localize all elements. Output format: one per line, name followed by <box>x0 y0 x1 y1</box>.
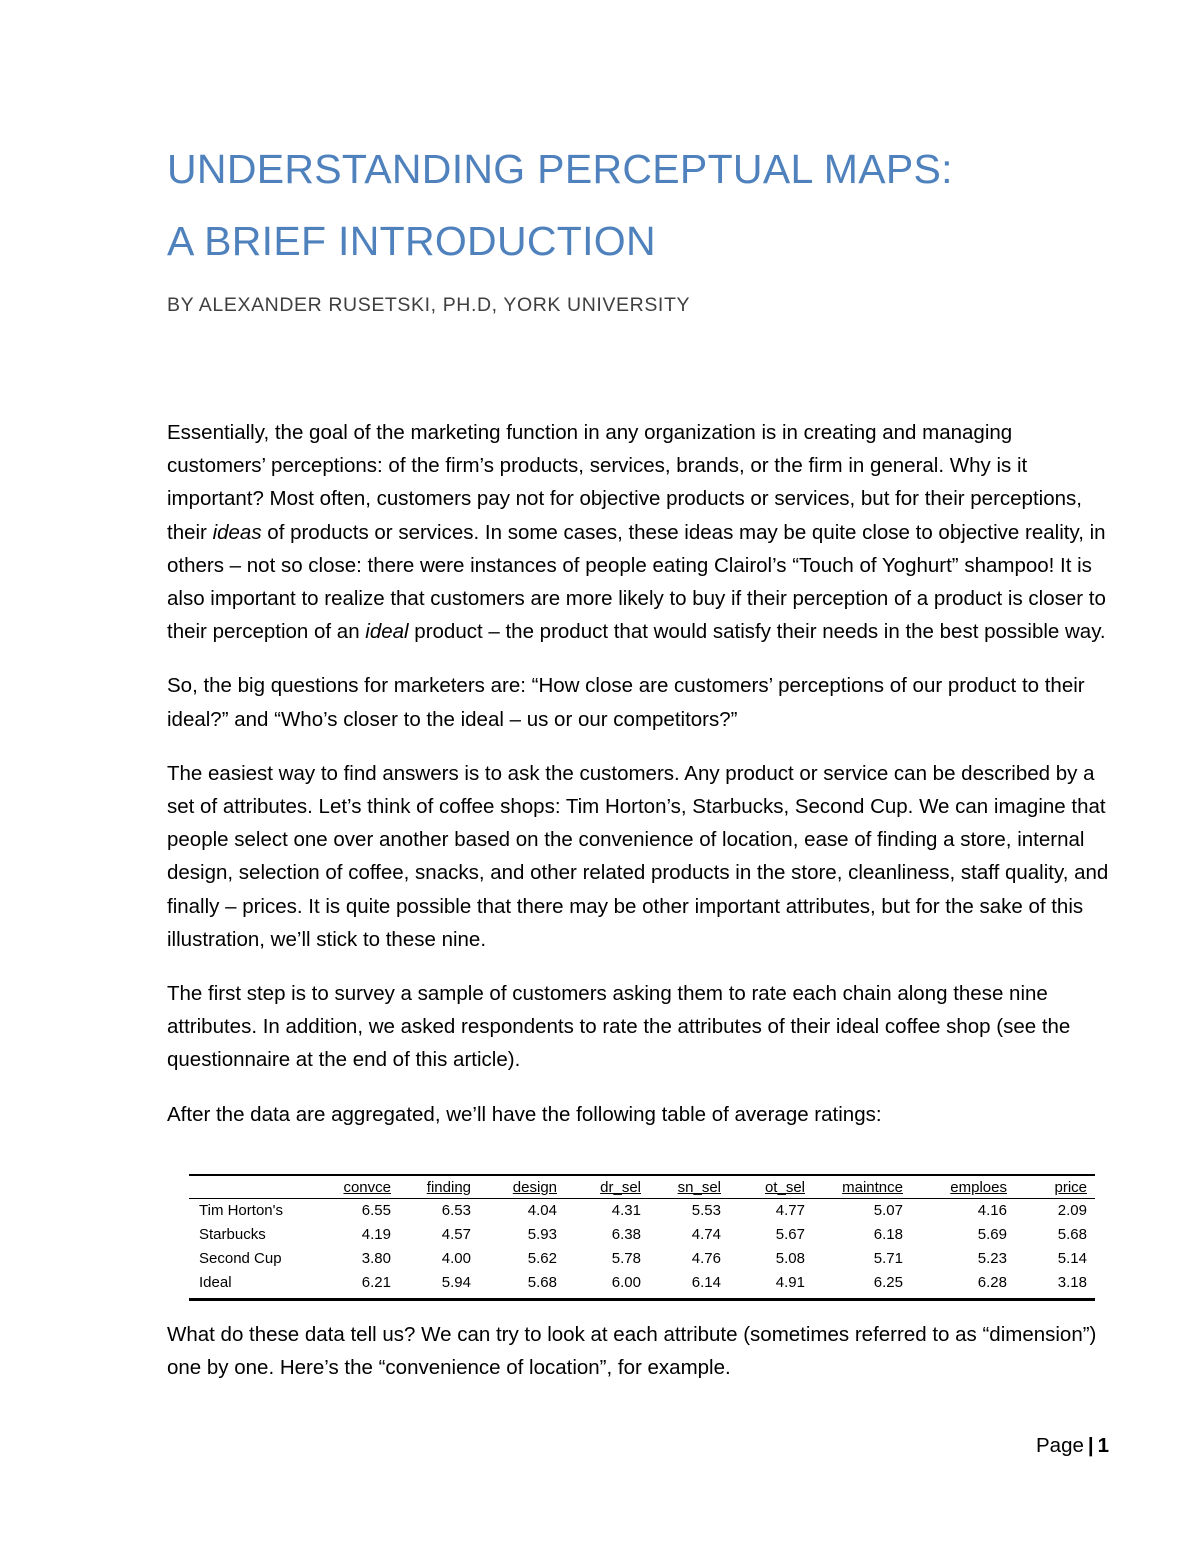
row-label: Second Cup <box>199 1250 282 1267</box>
table-cell: 4.77 <box>775 1202 805 1219</box>
table-cell: 5.93 <box>527 1226 557 1243</box>
page-number: 1 <box>1097 1434 1110 1457</box>
table-cell: 6.38 <box>611 1226 641 1243</box>
header-cell: sn_sel <box>649 1176 729 1199</box>
paragraph-5: After the data are aggregated, we’ll have the following table of average ratings: <box>167 1102 882 1126</box>
table-cell: 6.00 <box>611 1274 641 1291</box>
table-cell: 5.08 <box>775 1250 805 1267</box>
table-cell: 4.57 <box>441 1226 471 1243</box>
average-ratings-table <box>189 1174 1095 1301</box>
header-cell: ot_sel <box>729 1176 813 1199</box>
author-byline: BY ALEXANDER RUSETSKI, PH.D, YORK UNIVERSITY <box>167 294 691 316</box>
table-row <box>189 1223 1095 1247</box>
table-cell: 6.28 <box>977 1274 1007 1291</box>
header-cell-blank <box>189 1176 319 1199</box>
header-cell: price <box>1015 1176 1095 1199</box>
table-cell: 6.21 <box>361 1274 391 1291</box>
table-cell: 5.71 <box>873 1250 903 1267</box>
paragraph-1-part-b: of products or services. In some cases, these ideas may be quite close to objective reality, in others – not so close: there were instances of people eating Clairol’s “Touch of Yoghurt” shampoo! It is also important to realize that customers are more likely to buy if their perception of a product is closer to their perception of an <box>167 520 1106 644</box>
table-cell: 4.00 <box>441 1250 471 1267</box>
table-cell: 5.68 <box>1057 1226 1087 1243</box>
table-cell: 3.18 <box>1057 1274 1087 1291</box>
paragraph-3: The easiest way to find answers is to ask the customers. Any product or service can be described by a set of attributes. Let’s think of coffee shops: Tim Horton’s, Starbucks, Second Cup. We can imagine that people select one over another based on the convenience of location, ease of finding a store, internal design, selection of coffee, snacks, and other related products in the store, cleanliness, staff quality, and finally – prices. It is quite possible that there may be other important attributes, but for the sake of this illustration, we’ll stick to these nine. <box>167 761 1109 951</box>
paragraph-1-part-a: Essentially, the goal of the marketing function in any organization is in creating and managing customers’ perceptions: of the firm’s products, services, brands, or the firm in general. Why is it important? Most often, customers pay not for objective products or services, but for their perceptions, their <box>167 421 1082 544</box>
table-cell: 6.53 <box>441 1202 471 1219</box>
table-cell: 5.53 <box>691 1202 721 1219</box>
row-label: Tim Horton's <box>199 1202 283 1219</box>
table-cell: 2.09 <box>1057 1202 1087 1219</box>
table-cell: 6.55 <box>361 1202 391 1219</box>
document-title <box>167 133 1127 277</box>
table-cell: 5.68 <box>527 1274 557 1291</box>
header-cell: dr_sel <box>565 1176 649 1199</box>
table-row <box>189 1199 1095 1224</box>
table-cell: 6.14 <box>691 1274 721 1291</box>
table-cell: 6.25 <box>873 1274 903 1291</box>
page-label: Page <box>1036 1434 1084 1457</box>
header-cell: maintnce <box>813 1176 911 1199</box>
article-body <box>167 416 1112 1152</box>
table-cell: 4.74 <box>691 1226 721 1243</box>
table-cell: 5.67 <box>775 1226 805 1243</box>
table-cell: 5.23 <box>977 1250 1007 1267</box>
table-header-row <box>189 1176 1095 1199</box>
page-footer <box>1036 1431 1109 1461</box>
table-cell: 4.91 <box>775 1274 805 1291</box>
paragraph-6: What do these data tell us? We can try to look at each attribute (sometimes referred to as “dimension”) one by one. Here’s the “convenience of location”, for example. <box>167 1323 1097 1380</box>
row-label: Ideal <box>199 1274 232 1291</box>
table-row <box>189 1271 1095 1298</box>
table-cell: 5.14 <box>1057 1250 1087 1267</box>
paragraph-2: So, the big questions for marketers are: “How close are customers’ perceptions of our product to their ideal?” and “Who’s closer to the ideal – us or our competitors?” <box>167 674 1085 731</box>
header-cell: emploes <box>911 1176 1015 1199</box>
title-line-2: A BRIEF INTRODUCTION <box>167 218 656 264</box>
table-cell: 5.94 <box>441 1274 471 1291</box>
header-cell: design <box>479 1176 565 1199</box>
emphasis-ideas: ideas <box>212 520 262 544</box>
table-cell: 5.69 <box>977 1226 1007 1243</box>
paragraph-1-part-c: product – the product that would satisfy their needs in the best possible way. <box>408 620 1106 644</box>
paragraph-4: The first step is to survey a sample of customers asking them to rate each chain along these nine attributes. In addition, we asked respondents to rate the attributes of their ideal coffee shop (see the questionnaire at the end of this article). <box>167 982 1071 1072</box>
table-cell: 5.78 <box>611 1250 641 1267</box>
closing-text <box>167 1318 1112 1384</box>
table-cell: 4.16 <box>977 1202 1007 1219</box>
table-cell: 6.18 <box>873 1226 903 1243</box>
table-cell: 4.19 <box>361 1226 391 1243</box>
page-separator: | <box>1087 1434 1094 1457</box>
table-cell: 3.80 <box>361 1250 391 1267</box>
title-line-1: UNDERSTANDING PERCEPTUAL MAPS: <box>167 146 953 192</box>
table-cell: 5.62 <box>527 1250 557 1267</box>
table-cell: 4.31 <box>611 1202 641 1219</box>
table-cell: 4.76 <box>691 1250 721 1267</box>
table-cell: 5.07 <box>873 1202 903 1219</box>
paragraph-1 <box>167 416 1112 648</box>
emphasis-ideal: ideal <box>365 620 409 644</box>
header-cell: convce <box>319 1176 399 1199</box>
row-label: Starbucks <box>199 1226 266 1243</box>
table-cell: 4.04 <box>527 1202 557 1219</box>
table-row <box>189 1247 1095 1271</box>
header-cell: finding <box>399 1176 479 1199</box>
